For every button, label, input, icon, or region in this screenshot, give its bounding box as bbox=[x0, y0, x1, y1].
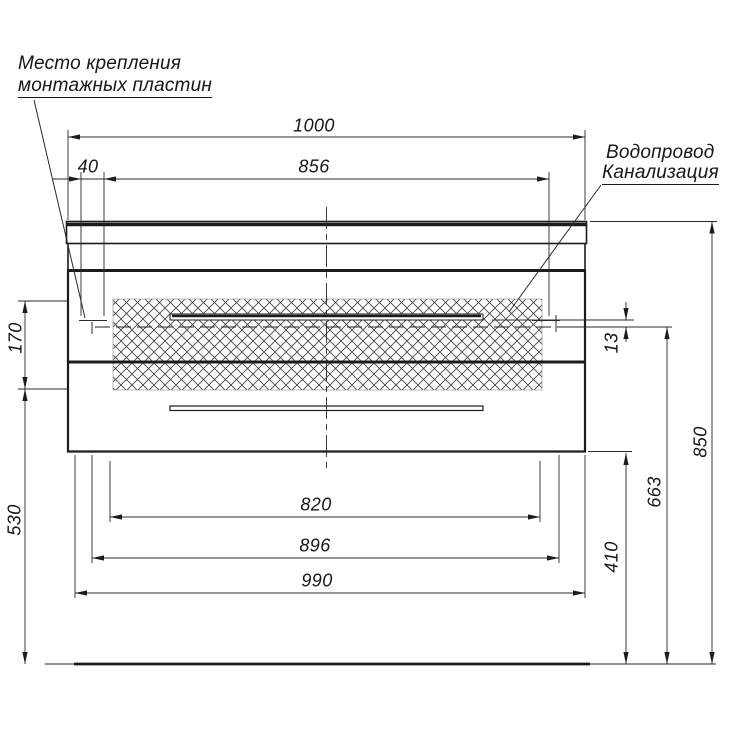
hatch-area bbox=[113, 299, 542, 390]
mounting-note-line2: монтажных пластин bbox=[18, 75, 213, 96]
dim-hatch-to-floor: 530 bbox=[4, 504, 25, 536]
dim-hatch-band-height: 170 bbox=[5, 322, 26, 354]
dim-overall-height: 850 bbox=[690, 426, 711, 458]
dim-rail-to-axis: 13 bbox=[601, 332, 622, 354]
mounting-leader-line bbox=[34, 100, 85, 318]
dim-floor-clearance: 410 bbox=[601, 541, 622, 573]
dim-plate-span: 856 bbox=[298, 156, 330, 177]
dim-plate-offset: 40 bbox=[77, 156, 99, 177]
mounting-note-line1: Место крепления bbox=[18, 53, 182, 74]
dim-overall-width: 1000 bbox=[293, 115, 335, 136]
plumbing-note-line2: Канализация bbox=[602, 162, 719, 183]
dimension-arrowheads bbox=[22, 134, 714, 664]
dim-handle-span: 820 bbox=[300, 494, 332, 515]
dim-inner-width: 896 bbox=[299, 535, 331, 556]
plumbing-note-line1: Водопровод bbox=[606, 142, 715, 163]
dimension-lines bbox=[25, 137, 715, 664]
dim-plumbing-axis-height: 663 bbox=[644, 476, 665, 508]
dim-body-width: 990 bbox=[301, 570, 333, 591]
plumbing-leader-line bbox=[509, 185, 601, 312]
